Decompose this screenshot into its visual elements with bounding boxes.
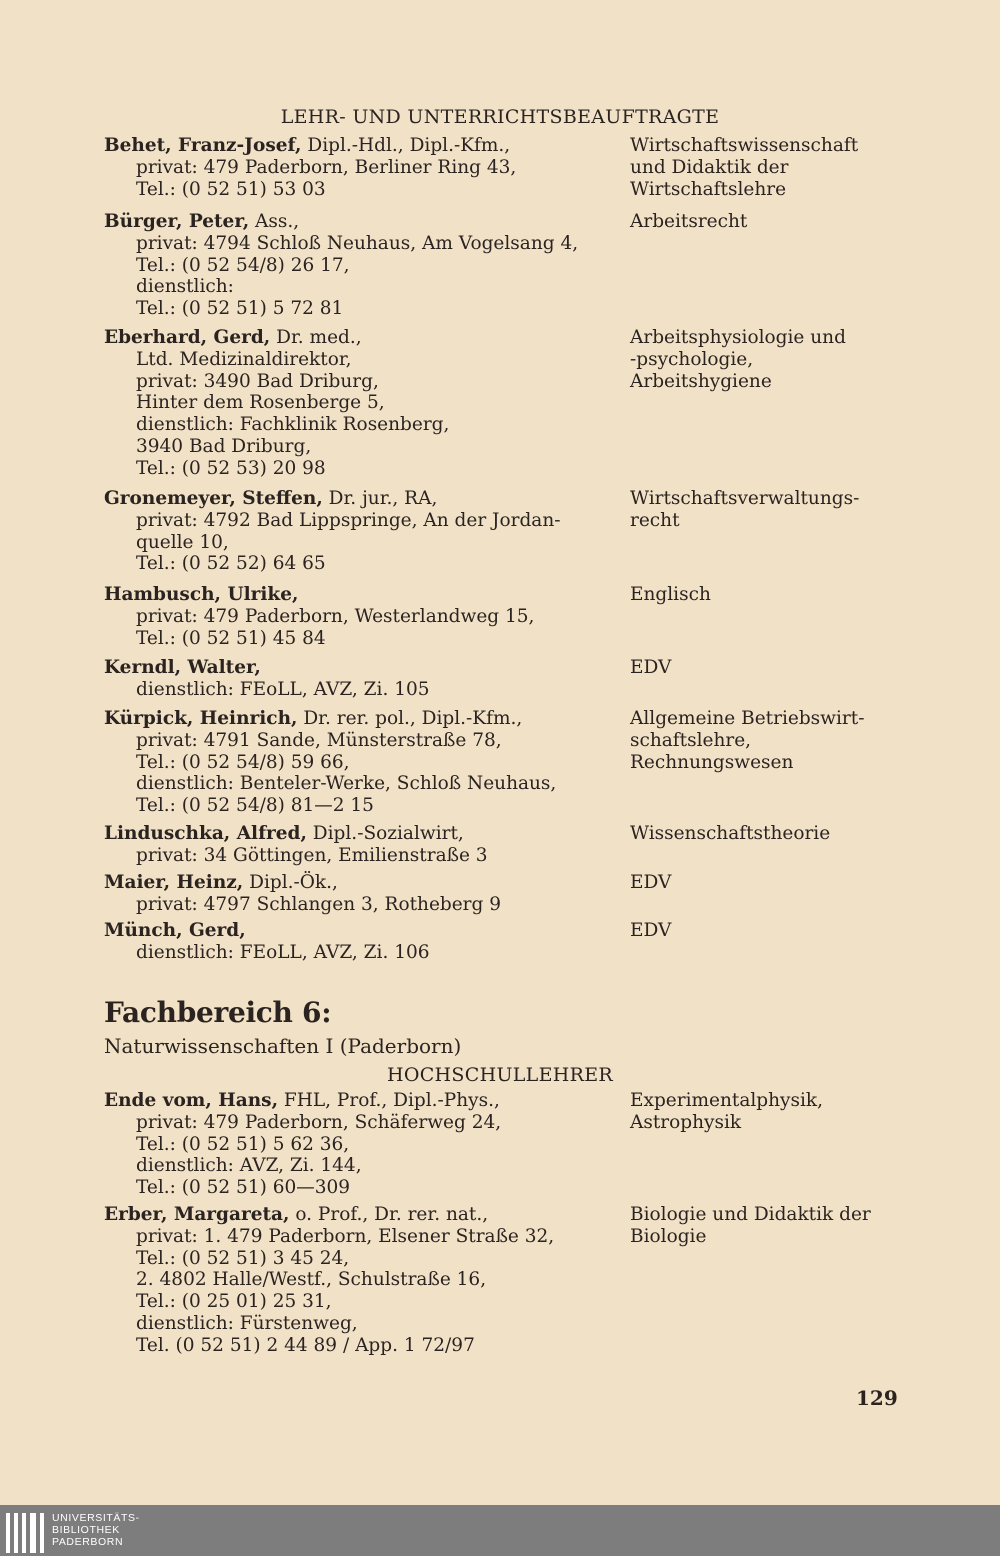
contact-line: Tel.: (0 25 01) 25 31,: [136, 1291, 332, 1313]
contact-line: 2. 4802 Halle/Westf., Schulstraße 16,: [136, 1269, 487, 1291]
person-name: Ende vom, Hans,: [104, 1090, 279, 1111]
entry-details: [104, 920, 614, 964]
entry-name-line: [104, 327, 614, 349]
contact-line: Tel.: (0 52 53) 20 98: [136, 457, 326, 479]
entry-name-line: [104, 584, 614, 606]
person-name: Behet, Franz-Josef,: [104, 135, 302, 156]
contact-line: privat: 34 Göttingen, Emilienstraße 3: [136, 844, 488, 866]
contact-line: dienstlich: FEoLL, AVZ, Zi. 105: [136, 678, 430, 700]
contact-line: Ltd. Medizinaldirektor,: [136, 348, 352, 370]
person-name: Kürpick, Heinrich,: [104, 708, 298, 729]
contact-line: dienstlich: AVZ, Zi. 144,: [136, 1155, 362, 1177]
entry-details: [104, 488, 614, 575]
person-name: Linduschka, Alfred,: [104, 823, 307, 844]
contact-line: dienstlich: FEoLL, AVZ, Zi. 106: [136, 941, 430, 963]
person-name: Kerndl, Walter,: [104, 657, 261, 678]
teaching-subject: [630, 135, 920, 200]
library-footer: [0, 1505, 1000, 1556]
subject-line: Experimentalphysik,: [630, 1090, 823, 1111]
contact-line: Tel.: (0 52 52) 64 65: [136, 553, 326, 575]
teaching-subject: [630, 872, 920, 894]
subject-line: Wirtschaftsverwaltungs-: [630, 488, 860, 509]
subject-line: Astrophysik: [630, 1111, 742, 1133]
entry-details: [104, 708, 614, 817]
person-name: Gronemeyer, Steffen,: [104, 488, 323, 509]
contact-line: dienstlich: Fürstenweg,: [136, 1312, 358, 1334]
entry-details: [104, 1090, 614, 1199]
person-name: Bürger, Peter,: [104, 211, 250, 232]
contact-line: privat: 4791 Sande, Münsterstraße 78,: [136, 729, 502, 751]
teaching-subject: [630, 327, 920, 392]
teaching-subject: [630, 657, 920, 679]
contact-line: privat: 3490 Bad Driburg,: [136, 370, 379, 392]
entry-details: [104, 135, 614, 200]
person-title: Dr. jur., RA,: [322, 488, 438, 509]
faculty-title: Fachbereich 6:: [104, 996, 332, 1029]
subject-line: recht: [630, 509, 680, 531]
contact-line: Tel.: (0 52 51) 45 84: [136, 627, 326, 649]
contact-line: dienstlich: Benteler-Werke, Schloß Neuhaus,: [136, 773, 557, 795]
subject-line: schaftslehre,: [630, 729, 752, 751]
contact-line: privat: 479 Paderborn, Schäferweg 24,: [136, 1111, 502, 1133]
entry-details: [104, 823, 614, 867]
contact-line: privat: 479 Paderborn, Westerlandweg 15,: [136, 605, 535, 627]
person-title: FHL, Prof., Dipl.-Phys.,: [278, 1090, 500, 1111]
person-title: Dipl.-Hdl., Dipl.-Kfm.,: [301, 135, 511, 156]
contact-line: Tel.: (0 52 51) 5 72 81: [136, 298, 344, 320]
entry-name-line: [104, 657, 614, 679]
subject-line: Wirtschaftslehre: [630, 178, 787, 200]
entry-details: [104, 1204, 614, 1357]
person-name: Hambusch, Ulrike,: [104, 584, 299, 605]
subject-line: Biologie: [630, 1225, 707, 1247]
entry-name-line: [104, 823, 614, 845]
contact-line: dienstlich:: [136, 276, 234, 298]
person-title: o. Prof., Dr. rer. nat.,: [289, 1204, 489, 1225]
professors-heading: HOCHSCHULLEHRER: [386, 1064, 614, 1086]
subject-line: Allgemeine Betriebswirt-: [630, 708, 865, 729]
entry-details: [104, 872, 614, 916]
subject-line: Wirtschaftswissenschaft: [630, 135, 859, 156]
subject-line: -psychologie,: [630, 348, 754, 370]
contact-line: privat: 4794 Schloß Neuhaus, Am Vogelsang 4,: [136, 232, 579, 254]
section-heading: LEHR- UND UNTERRICHTSBEAUFTRAGTE: [280, 106, 720, 128]
person-name: Eberhard, Gerd,: [104, 327, 271, 348]
library-logo-icon: [6, 1513, 46, 1553]
teaching-subject: [630, 1090, 920, 1134]
entry-details: [104, 211, 614, 320]
contact-line: Tel.: (0 52 51) 3 45 24,: [136, 1247, 350, 1269]
contact-line: Tel.: (0 52 51) 60—309: [136, 1177, 351, 1199]
subject-line: Arbeitsphysiologie und: [630, 327, 846, 348]
person-name: Maier, Heinz,: [104, 872, 244, 893]
entry-name-line: [104, 708, 614, 730]
contact-line: Tel.: (0 52 54/8) 59 66,: [136, 751, 350, 773]
teaching-subject: [630, 708, 920, 773]
entry-details: [104, 584, 614, 649]
person-name: Erber, Margareta,: [104, 1204, 290, 1225]
contact-line: Tel.: (0 52 51) 53 03: [136, 178, 326, 200]
subject-line: Arbeitsrecht: [630, 211, 748, 232]
subject-line: Wissenschaftstheorie: [630, 823, 831, 844]
subject-line: Rechnungswesen: [630, 751, 794, 773]
subject-line: Biologie und Didaktik der: [630, 1204, 871, 1225]
contact-line: privat: 479 Paderborn, Berliner Ring 43,: [136, 156, 517, 178]
entry-name-line: [104, 211, 614, 233]
subject-line: Englisch: [630, 584, 711, 605]
contact-line: quelle 10,: [136, 531, 229, 553]
contact-line: privat: 4792 Bad Lippspringe, An der Jordan-: [136, 509, 561, 531]
contact-line: Tel.: (0 52 51) 5 62 36,: [136, 1133, 350, 1155]
entry-name-line: [104, 920, 614, 942]
person-title: Dipl.-Ök.,: [243, 872, 338, 893]
teaching-subject: [630, 920, 920, 942]
entry-name-line: [104, 1090, 614, 1112]
contact-line: Tel.: (0 52 54/8) 26 17,: [136, 254, 350, 276]
subject-line: EDV: [630, 657, 672, 678]
teaching-subject: [630, 488, 920, 532]
contact-line: privat: 4797 Schlangen 3, Rotheberg 9: [136, 893, 502, 915]
teaching-subject: [630, 1204, 920, 1248]
subject-line: EDV: [630, 872, 672, 893]
entry-name-line: [104, 872, 614, 894]
contact-line: Tel.: (0 52 54/8) 81—2 15: [136, 795, 374, 817]
contact-line: dienstlich: Fachklinik Rosenberg,: [136, 414, 450, 436]
entry-details: [104, 657, 614, 701]
entry-details: [104, 327, 614, 480]
person-title: Dipl.-Sozialwirt,: [306, 823, 464, 844]
entry-name-line: [104, 1204, 614, 1226]
page-number: 129: [856, 1386, 898, 1410]
teaching-subject: [630, 211, 920, 233]
entry-name-line: [104, 135, 614, 157]
subject-line: Arbeitshygiene: [630, 370, 772, 392]
person-title: Dr. med.,: [270, 327, 362, 348]
contact-line: Tel. (0 52 51) 2 44 89 / App. 1 72/97: [136, 1334, 475, 1356]
teaching-subject: [630, 584, 920, 606]
entry-name-line: [104, 488, 614, 510]
faculty-subtitle: Naturwissenschaften I (Paderborn): [104, 1034, 462, 1058]
person-name: Münch, Gerd,: [104, 920, 246, 941]
contact-line: 3940 Bad Driburg,: [136, 435, 312, 457]
person-title: Dr. rer. pol., Dipl.-Kfm.,: [297, 708, 523, 729]
teaching-subject: [630, 823, 920, 845]
subject-line: EDV: [630, 920, 672, 941]
contact-line: Hinter dem Rosenberge 5,: [136, 392, 385, 414]
library-name: UNIVERSITÄTS- BIBLIOTHEK PADERBORN: [52, 1512, 140, 1548]
subject-line: und Didaktik der: [630, 156, 789, 178]
contact-line: privat: 1. 479 Paderborn, Elsener Straße 32,: [136, 1225, 555, 1247]
person-title: Ass.,: [249, 211, 300, 232]
